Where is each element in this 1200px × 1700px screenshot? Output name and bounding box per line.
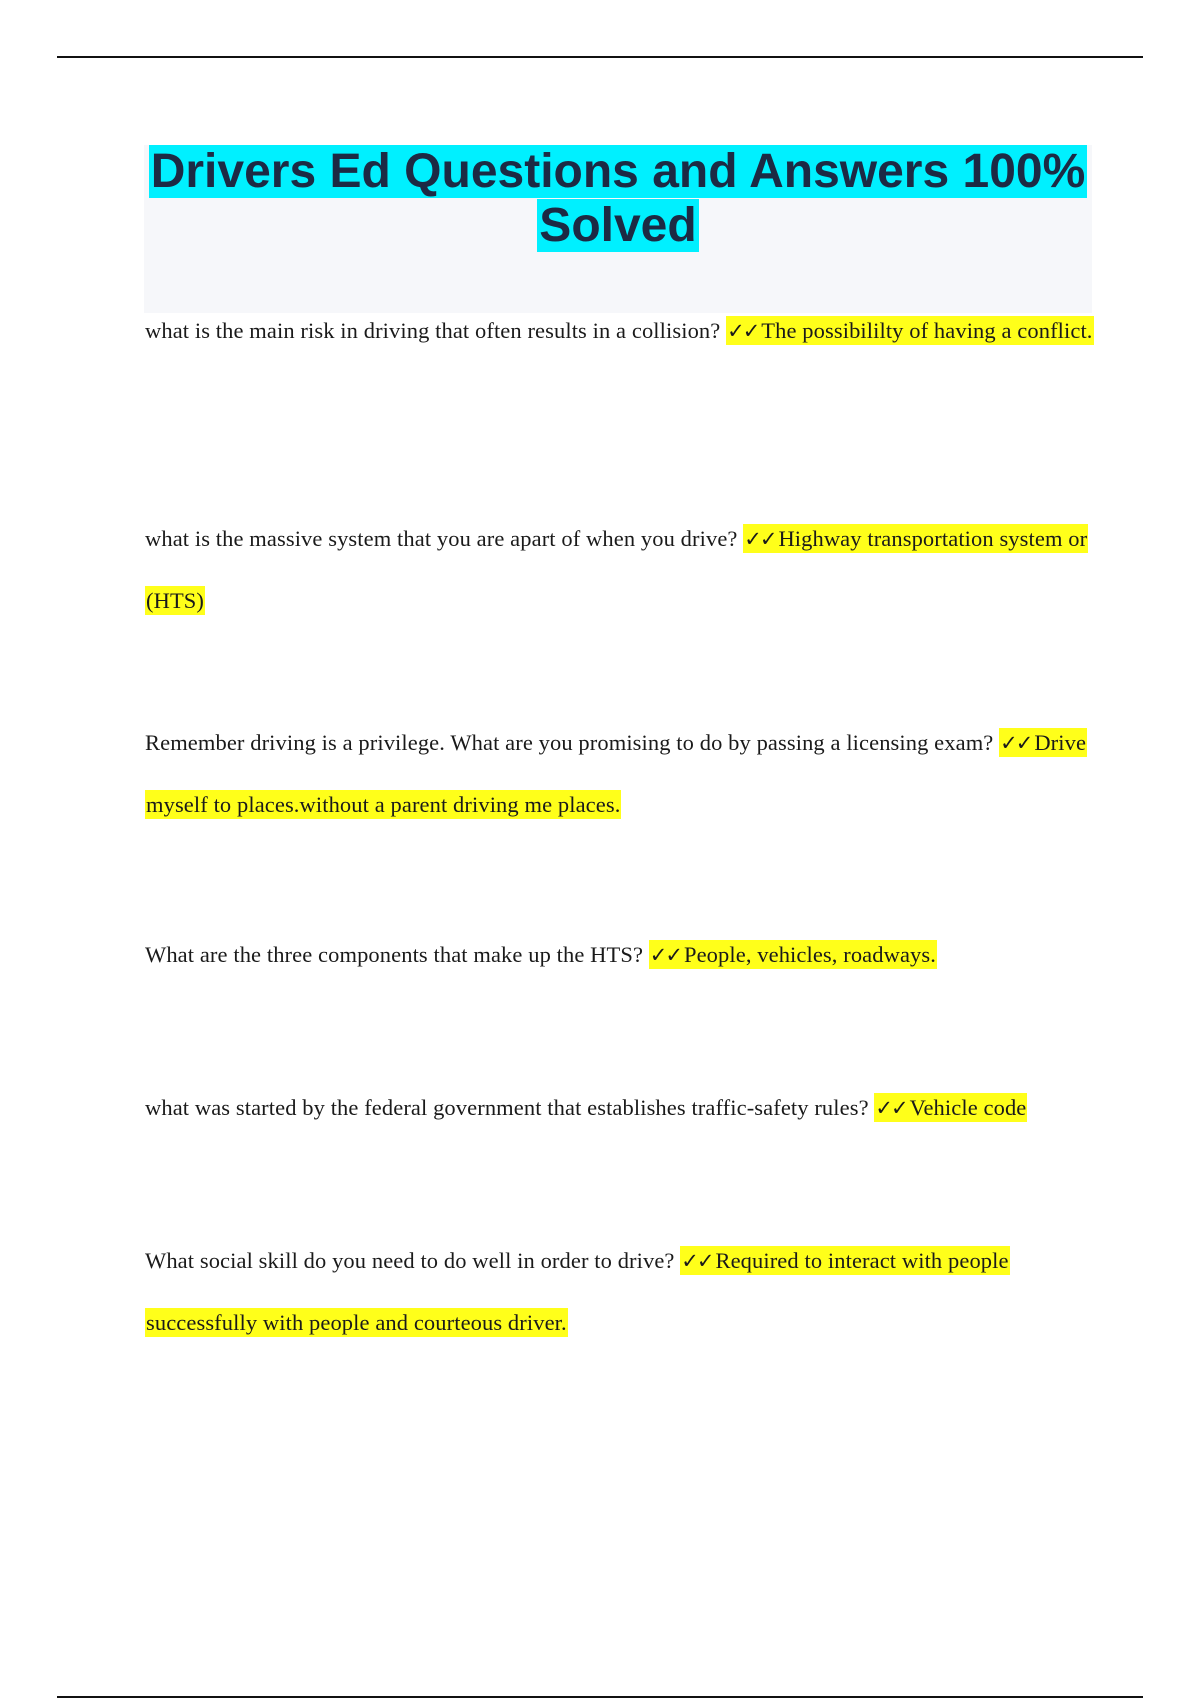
question-text: What social skill do you need to do well in order to drive? — [145, 1248, 675, 1273]
qa-item-5 — [145, 1077, 1095, 1139]
double-check-icon: ✓✓ — [727, 319, 759, 343]
question-text: what is the main risk in driving that often results in a collision? — [145, 318, 721, 343]
answer-text: Highway transportation system or (HTS) — [146, 526, 1088, 613]
document-title: Drivers Ed Questions and Answers 100% Solved — [150, 145, 1086, 252]
answer-highlight — [726, 316, 1093, 345]
answer-text: The possibililty of having a conflict. — [761, 318, 1093, 343]
answer-text: Required to interact with people successfully with people and courteous driver. — [146, 1248, 1009, 1335]
question-text: what was started by the federal government that establishes traffic-safety rules? — [145, 1095, 869, 1120]
qa-item-2 — [145, 508, 1095, 631]
qa-item-6 — [145, 1230, 1095, 1353]
bottom-rule — [57, 1696, 1143, 1698]
question-text: What are the three components that make up the HTS? — [145, 942, 644, 967]
qa-item-1 — [145, 300, 1095, 362]
answer-text: Drive myself to places.without a parent driving me places. — [146, 730, 1087, 817]
top-rule — [57, 56, 1143, 58]
answer-highlight — [874, 1093, 1027, 1122]
title-block — [144, 145, 1092, 313]
question-text: Remember driving is a privilege. What are you promising to do by passing a licensing exam? — [145, 730, 994, 755]
double-check-icon: ✓✓ — [681, 1249, 713, 1273]
double-check-icon: ✓✓ — [744, 527, 776, 551]
answer-highlight — [649, 940, 937, 969]
double-check-icon: ✓✓ — [875, 1096, 907, 1120]
double-check-icon: ✓✓ — [1000, 731, 1032, 755]
answer-text: Vehicle code — [909, 1095, 1027, 1120]
qa-item-3 — [145, 712, 1095, 835]
answer-text: People, vehicles, roadways. — [683, 942, 936, 967]
question-text: what is the massive system that you are apart of when you drive? — [145, 526, 738, 551]
double-check-icon: ✓✓ — [649, 943, 681, 967]
qa-item-4 — [145, 924, 1095, 986]
